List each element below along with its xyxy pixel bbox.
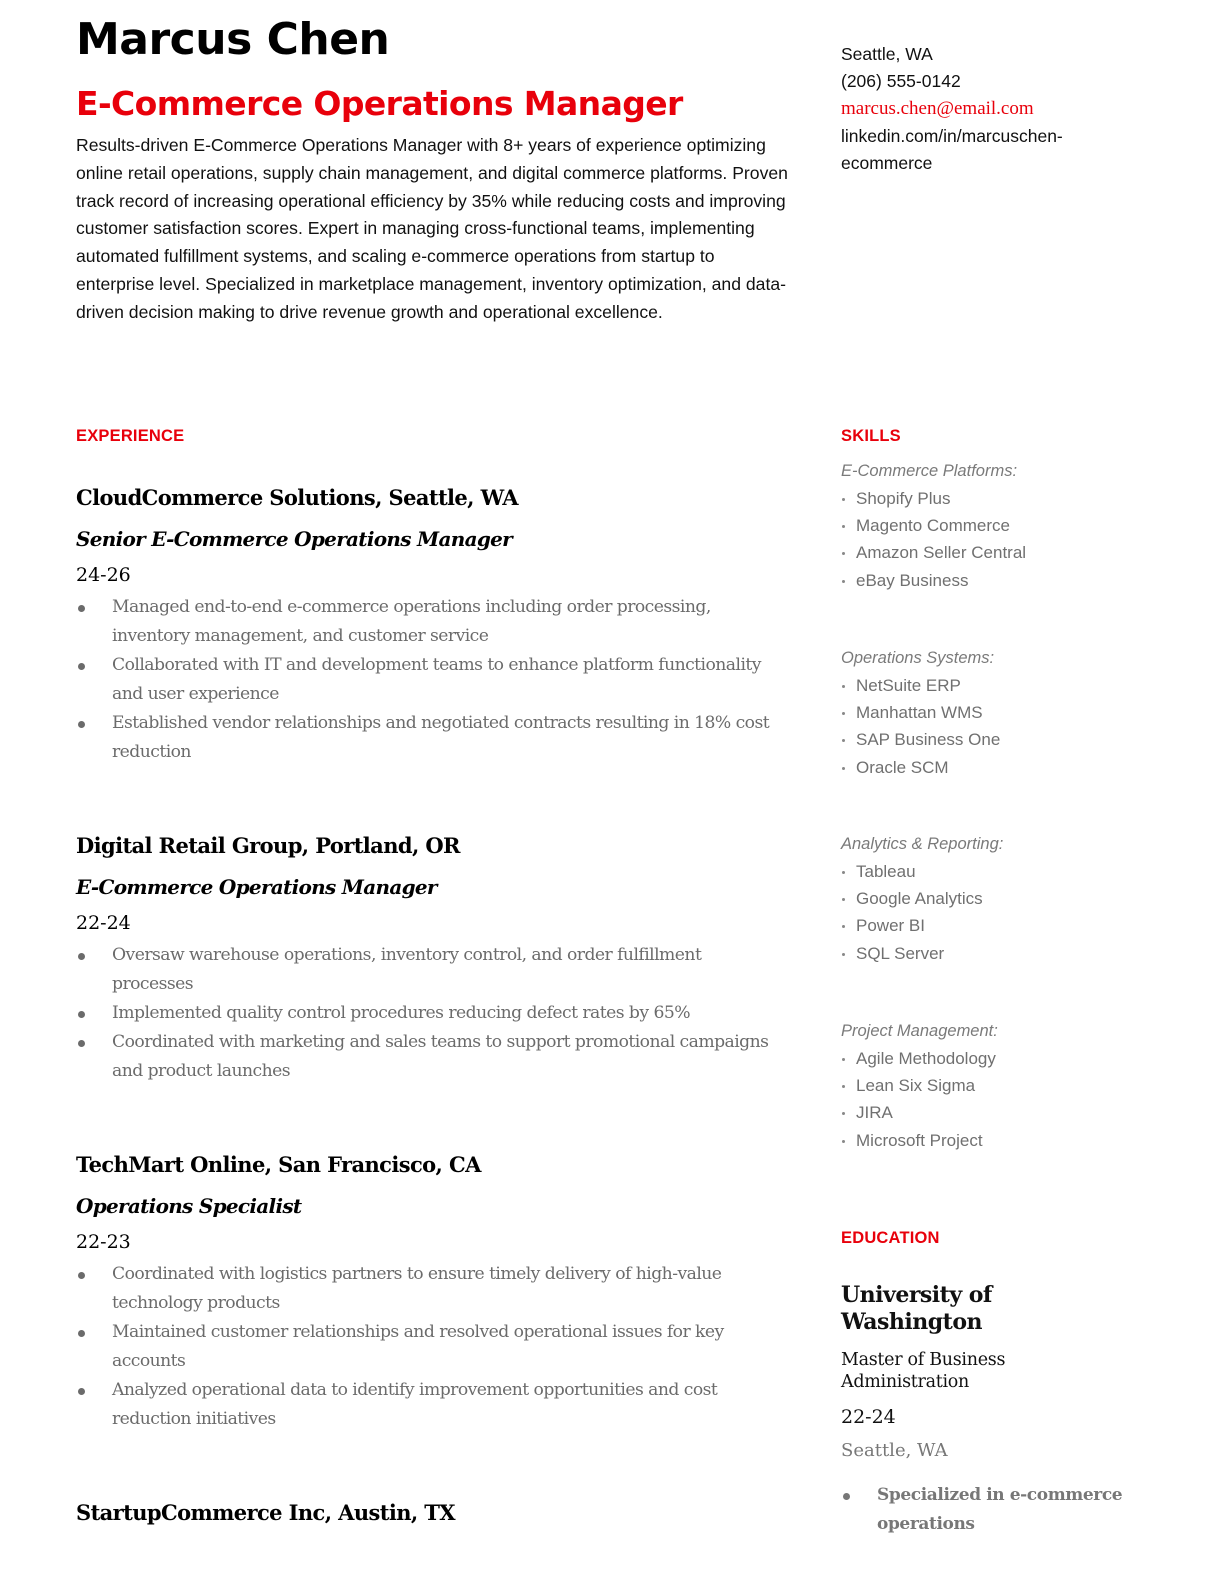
candidate-name: Marcus Chen bbox=[76, 14, 390, 65]
skill-item-text: Oracle SCM bbox=[856, 757, 949, 777]
job-bullet bbox=[76, 1318, 786, 1376]
experience-entry bbox=[76, 485, 786, 767]
bullet-dot-icon bbox=[842, 1085, 845, 1088]
bullet-dot-icon bbox=[843, 1493, 850, 1500]
skill-item-text: NetSuite ERP bbox=[856, 676, 961, 695]
skill-item bbox=[841, 1099, 1131, 1126]
job-dates: 22-23 bbox=[76, 1231, 131, 1253]
education-school: University of Washington bbox=[841, 1282, 992, 1335]
skill-item bbox=[841, 940, 1131, 967]
skill-item-text: Tableau bbox=[856, 862, 916, 881]
skill-category: Project Management: bbox=[841, 1022, 998, 1040]
bullet-dot-icon bbox=[842, 525, 845, 528]
skill-item-text: Shopify Plus bbox=[856, 489, 951, 508]
skill-item bbox=[841, 512, 1131, 539]
skill-item bbox=[841, 699, 1131, 726]
education-degree: Master of Business Administration bbox=[841, 1350, 1006, 1392]
job-company: StartupCommerce Inc, Austin, TX bbox=[76, 1500, 456, 1525]
skill-item bbox=[841, 726, 1131, 753]
skill-item-text: JIRA bbox=[856, 1103, 893, 1123]
job-bullet bbox=[76, 651, 786, 709]
skill-item-text: Amazon Seller Central bbox=[856, 543, 1027, 563]
education-section-title: EDUCATION bbox=[841, 1229, 940, 1247]
education-dates: 22-24 bbox=[841, 1406, 896, 1428]
job-company: TechMart Online, San Francisco, CA bbox=[76, 1152, 481, 1177]
skill-item bbox=[841, 1127, 1131, 1154]
job-bullet-text: Implemented quality control procedures reducing defect rates by 65% bbox=[112, 1003, 690, 1023]
skill-item bbox=[841, 1072, 1131, 1099]
skill-item bbox=[841, 912, 1131, 939]
skill-list bbox=[841, 1045, 1131, 1154]
bullet-dot-icon bbox=[78, 605, 85, 612]
contact-email-link[interactable]: marcus.chen@email.com bbox=[841, 98, 1034, 120]
job-dates: 22-24 bbox=[76, 912, 131, 934]
skill-category: E-Commerce Platforms: bbox=[841, 462, 1018, 480]
experience-entry bbox=[76, 1500, 786, 1526]
experience-section-title: EXPERIENCE bbox=[76, 427, 185, 445]
skill-category: Operations Systems: bbox=[841, 649, 995, 667]
bullet-dot-icon bbox=[842, 685, 845, 688]
job-bullets bbox=[76, 1260, 786, 1434]
job-role: E-Commerce Operations Manager bbox=[76, 875, 437, 899]
bullet-dot-icon bbox=[78, 1040, 85, 1047]
skill-item bbox=[841, 567, 1131, 594]
skill-item-text: Google Analytics bbox=[856, 889, 983, 909]
bullet-dot-icon bbox=[842, 580, 845, 583]
bullet-dot-icon bbox=[78, 1388, 85, 1395]
job-bullet bbox=[76, 941, 786, 999]
education-location: Seattle, WA bbox=[841, 1440, 948, 1461]
job-bullet bbox=[76, 593, 786, 651]
skill-item bbox=[841, 858, 1131, 885]
job-bullet bbox=[76, 999, 786, 1028]
bullet-dot-icon bbox=[842, 767, 845, 770]
bullet-dot-icon bbox=[842, 898, 845, 901]
bullet-dot-icon bbox=[842, 1058, 845, 1061]
job-bullet-text: Collaborated with IT and development teams to enhance platform functionality and user experience bbox=[112, 655, 761, 704]
bullet-dot-icon bbox=[842, 1112, 845, 1115]
skill-item-text: Magento Commerce bbox=[856, 516, 1011, 536]
skill-item-text: Manhattan WMS bbox=[856, 703, 983, 723]
skill-group bbox=[841, 458, 1131, 594]
skill-group bbox=[841, 831, 1131, 967]
bullet-dot-icon bbox=[78, 1272, 85, 1279]
contact-phone: (206) 555-0142 bbox=[841, 71, 961, 92]
job-role: Senior E-Commerce Operations Manager bbox=[76, 527, 512, 551]
job-bullet-text: Coordinated with marketing and sales teams to support promotional campaigns and product launches bbox=[112, 1032, 769, 1081]
skill-list bbox=[841, 485, 1131, 594]
skill-item-text: Agile Methodology bbox=[856, 1049, 996, 1068]
experience-entry bbox=[76, 833, 786, 1086]
experience-entry bbox=[76, 1152, 786, 1434]
job-company: Digital Retail Group, Portland, OR bbox=[76, 833, 460, 858]
job-bullet bbox=[76, 1028, 786, 1086]
skill-group bbox=[841, 1018, 1131, 1154]
skill-item-text: Lean Six Sigma bbox=[856, 1076, 976, 1096]
bullet-dot-icon bbox=[78, 721, 85, 728]
job-bullet-text: Coordinated with logistics partners to ensure timely delivery of high-value technology products bbox=[112, 1264, 722, 1313]
job-bullet bbox=[76, 1376, 786, 1434]
bullet-dot-icon bbox=[78, 1011, 85, 1018]
skill-item-text: Microsoft Project bbox=[856, 1130, 983, 1150]
job-bullet-text: Established vendor relationships and negotiated contracts resulting in 18% cost reduction bbox=[112, 713, 770, 762]
bullet-dot-icon bbox=[842, 871, 845, 874]
bullet-dot-icon bbox=[842, 739, 845, 742]
contact-linkedin[interactable] bbox=[841, 123, 1131, 177]
skill-item bbox=[841, 672, 1131, 699]
skill-item-text: Power BI bbox=[856, 916, 925, 936]
job-bullet-text: Maintained customer relationships and resolved operational issues for key accounts bbox=[112, 1322, 724, 1371]
skill-item-text: eBay Business bbox=[856, 570, 969, 590]
bullet-dot-icon bbox=[842, 552, 845, 555]
job-bullet bbox=[76, 709, 786, 767]
skill-item bbox=[841, 885, 1131, 912]
education-entry bbox=[841, 1282, 1131, 1539]
job-company: CloudCommerce Solutions, Seattle, WA bbox=[76, 485, 518, 510]
skill-item bbox=[841, 539, 1131, 566]
contact-info bbox=[841, 41, 1131, 177]
bullet-dot-icon bbox=[78, 953, 85, 960]
skill-item-text: SQL Server bbox=[856, 943, 945, 963]
bullet-dot-icon bbox=[842, 953, 845, 956]
job-bullet-text: Analyzed operational data to identify improvement opportunities and cost reduction initiatives bbox=[112, 1380, 718, 1429]
bullet-dot-icon bbox=[842, 925, 845, 928]
education-bullet bbox=[841, 1481, 1131, 1539]
skill-category: Analytics & Reporting: bbox=[841, 835, 1004, 853]
bullet-dot-icon bbox=[78, 1330, 85, 1337]
education-bullets bbox=[841, 1481, 1131, 1539]
job-bullet-text: Managed end-to-end e-commerce operations including order processing, inventory management, and customer service bbox=[112, 597, 711, 646]
job-bullets bbox=[76, 941, 786, 1086]
bullet-dot-icon bbox=[78, 663, 85, 670]
job-bullet bbox=[76, 1260, 786, 1318]
skill-group bbox=[841, 645, 1131, 781]
skill-list bbox=[841, 672, 1131, 781]
contact-linkedin-line1[interactable]: linkedin.com/in/marcuschen- bbox=[841, 125, 1063, 146]
skill-list bbox=[841, 858, 1131, 967]
skill-item-text: SAP Business One bbox=[856, 730, 1001, 750]
job-dates: 24-26 bbox=[76, 564, 131, 586]
job-role: Operations Specialist bbox=[76, 1194, 302, 1218]
skill-item bbox=[841, 754, 1131, 781]
skills-section-title: SKILLS bbox=[841, 427, 901, 445]
contact-location: Seattle, WA bbox=[841, 44, 933, 64]
bullet-dot-icon bbox=[842, 498, 845, 501]
job-bullet-text: Oversaw warehouse operations, inventory control, and order fulfillment processes bbox=[112, 945, 702, 994]
candidate-headline: E-Commerce Operations Manager bbox=[76, 84, 683, 123]
bullet-dot-icon bbox=[842, 1140, 845, 1143]
job-bullets bbox=[76, 593, 786, 767]
skill-item bbox=[841, 1045, 1131, 1072]
bullet-dot-icon bbox=[842, 712, 845, 715]
skill-item bbox=[841, 485, 1131, 512]
education-bullet-text: Specialized in e-commerce operations bbox=[877, 1485, 1123, 1534]
professional-summary: Results-driven E-Commerce Operations Manager with 8+ years of experience optimizing online retail operations, supply chain management, and digital commerce platforms. Proven track record of increasing operational efficiency by 35% while reducing costs and improving customer satisfaction scores. Expert in managing cross-functional teams, implementing automated fulfillment systems, and scaling e-commerce operations from startup to enterprise level. Specialized in marketplace management, inventory optimization, and data-driven decision making to drive revenue growth and operational excellence. bbox=[76, 135, 788, 322]
contact-linkedin-line2[interactable]: ecommerce bbox=[841, 152, 933, 173]
